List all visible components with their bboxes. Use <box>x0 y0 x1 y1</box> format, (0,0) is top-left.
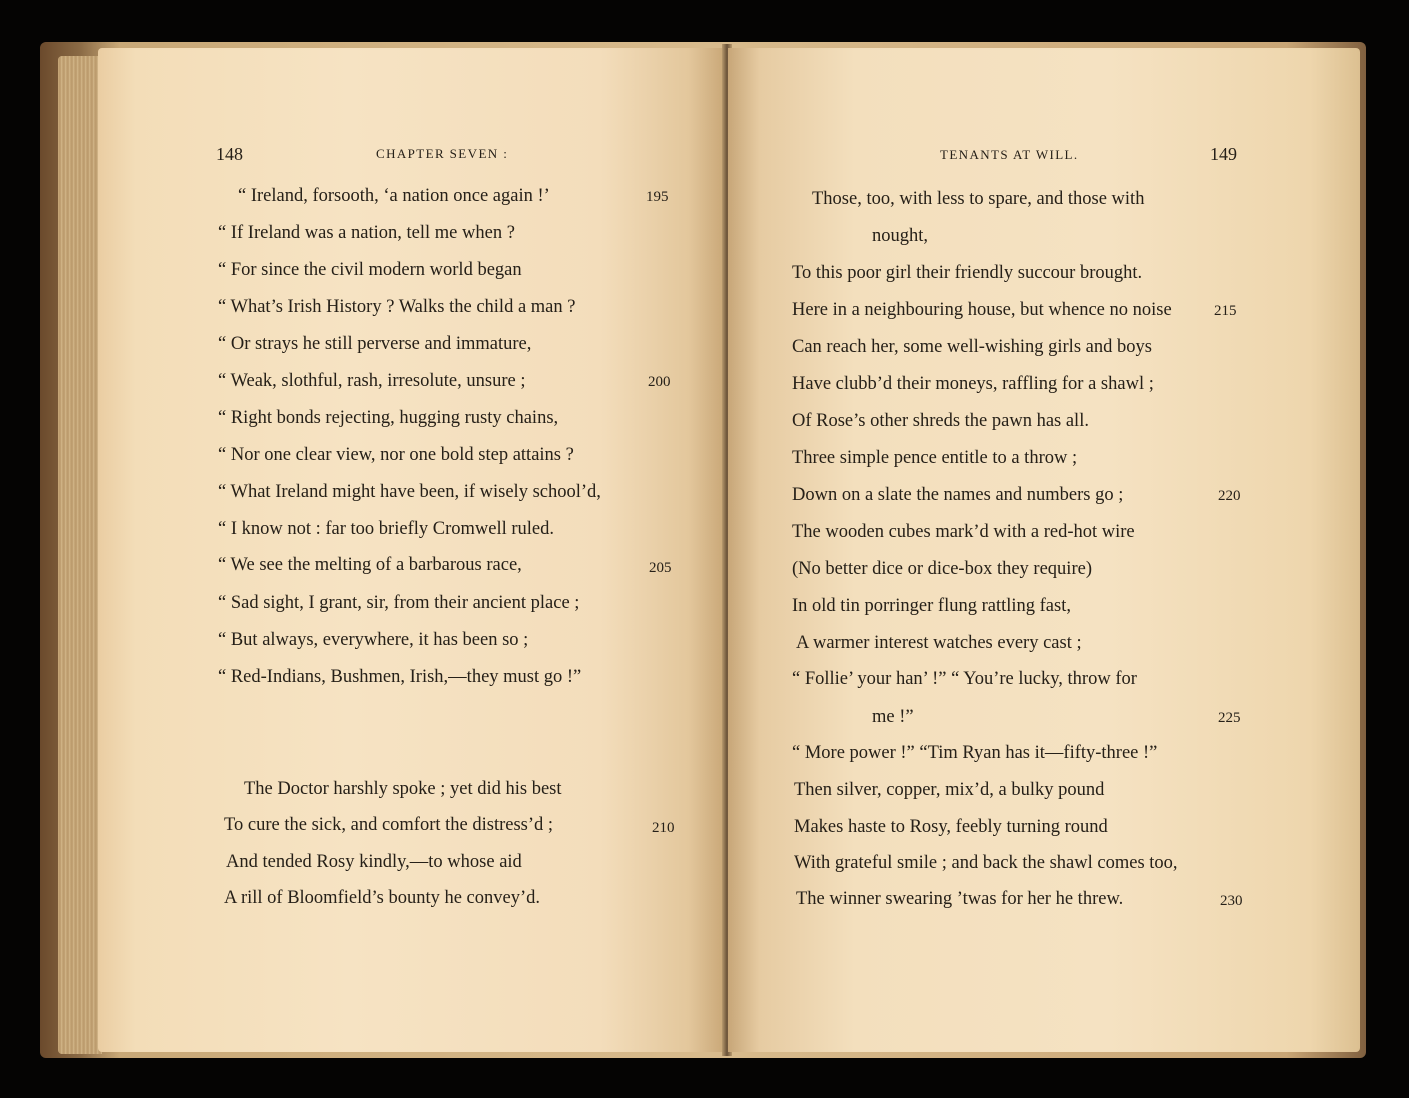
poem-line: Makes haste to Rosy, feebly turning round <box>794 817 1108 837</box>
right-page-number: 149 <box>1210 144 1237 164</box>
poem-line: Those, too, with less to spare, and those with <box>812 189 1145 209</box>
poem-line: Have clubb’d their moneys, raffling for a shawl ; <box>792 374 1154 394</box>
left-page <box>98 48 726 1052</box>
left-page-number: 148 <box>216 144 243 164</box>
poem-line: “ Sad sight, I grant, sir, from their ancient place ; <box>218 593 580 613</box>
poem-line: Then silver, copper, mix’d, a bulky pound <box>794 780 1105 800</box>
poem-line: In old tin porringer flung rattling fast, <box>792 596 1071 616</box>
line-number: 195 <box>646 189 669 205</box>
poem-line: And tended Rosy kindly,—to whose aid <box>226 852 522 872</box>
poem-line: “ Ireland, forsooth, ‘a nation once again !’ <box>238 186 550 206</box>
left-running-head: CHAPTER SEVEN : <box>376 146 509 161</box>
poem-line: (No better dice or dice-box they require) <box>792 559 1092 579</box>
poem-line: The Doctor harshly spoke ; yet did his best <box>244 779 562 799</box>
poem-line: The winner swearing ’twas for her he threw. <box>796 889 1124 909</box>
line-number: 200 <box>648 374 671 390</box>
poem-line: “ More power !” “Tim Ryan has it—fifty-three !” <box>792 743 1158 763</box>
poem-line: “ Weak, slothful, rash, irresolute, unsure ; <box>218 371 526 391</box>
poem-line: A warmer interest watches every cast ; <box>796 633 1082 653</box>
poem-line: Three simple pence entitle to a throw ; <box>792 448 1078 468</box>
line-number: 220 <box>1218 488 1241 504</box>
poem-line: Down on a slate the names and numbers go ; <box>792 485 1124 505</box>
poem-line: “ Right bonds rejecting, hugging rusty chains, <box>218 408 559 428</box>
poem-line: Can reach her, some well-wishing girls and boys <box>792 337 1152 357</box>
poem-line: To cure the sick, and comfort the distress’d ; <box>224 815 554 835</box>
poem-line: “ For since the civil modern world began <box>218 260 522 280</box>
line-number: 215 <box>1214 303 1237 319</box>
poem-line: “ Red-Indians, Bushmen, Irish,—they must go !” <box>218 667 582 687</box>
poem-line: The wooden cubes mark’d with a red-hot wire <box>792 522 1135 542</box>
poem-line: A rill of Bloomfield’s bounty he convey’d. <box>224 888 540 908</box>
poem-line: “ If Ireland was a nation, tell me when ? <box>218 223 515 243</box>
poem-line: With grateful smile ; and back the shawl comes too, <box>794 853 1178 873</box>
poem-line: nought, <box>872 226 929 246</box>
poem-line: “ We see the melting of a barbarous race, <box>218 555 522 575</box>
right-page <box>728 48 1360 1052</box>
right-running-head: TENANTS AT WILL. <box>940 147 1079 162</box>
poem-line: “ I know not : far too briefly Cromwell ruled. <box>218 519 554 539</box>
poem-line: Of Rose’s other shreds the pawn has all. <box>792 411 1089 431</box>
poem-line: me !” <box>872 707 914 727</box>
poem-line: “ Nor one clear view, nor one bold step attains ? <box>218 445 574 465</box>
poem-line: “ Follie’ your han’ !” “ You’re lucky, throw for <box>792 669 1137 689</box>
line-number: 210 <box>652 820 675 836</box>
poem-line: “ Or strays he still perverse and immature, <box>218 334 532 354</box>
poem-line: “ What Ireland might have been, if wisely school’d, <box>218 482 601 502</box>
poem-line: “ What’s Irish History ? Walks the child a man ? <box>218 297 576 317</box>
poem-line: Here in a neighbouring house, but whence no noise <box>792 300 1172 320</box>
poem-line: To this poor girl their friendly succour brought. <box>792 263 1143 283</box>
line-number: 225 <box>1218 710 1241 726</box>
poem-line: “ But always, everywhere, it has been so ; <box>218 630 529 650</box>
line-number: 205 <box>649 560 672 576</box>
line-number: 230 <box>1220 893 1243 909</box>
page-edges <box>58 56 102 1054</box>
